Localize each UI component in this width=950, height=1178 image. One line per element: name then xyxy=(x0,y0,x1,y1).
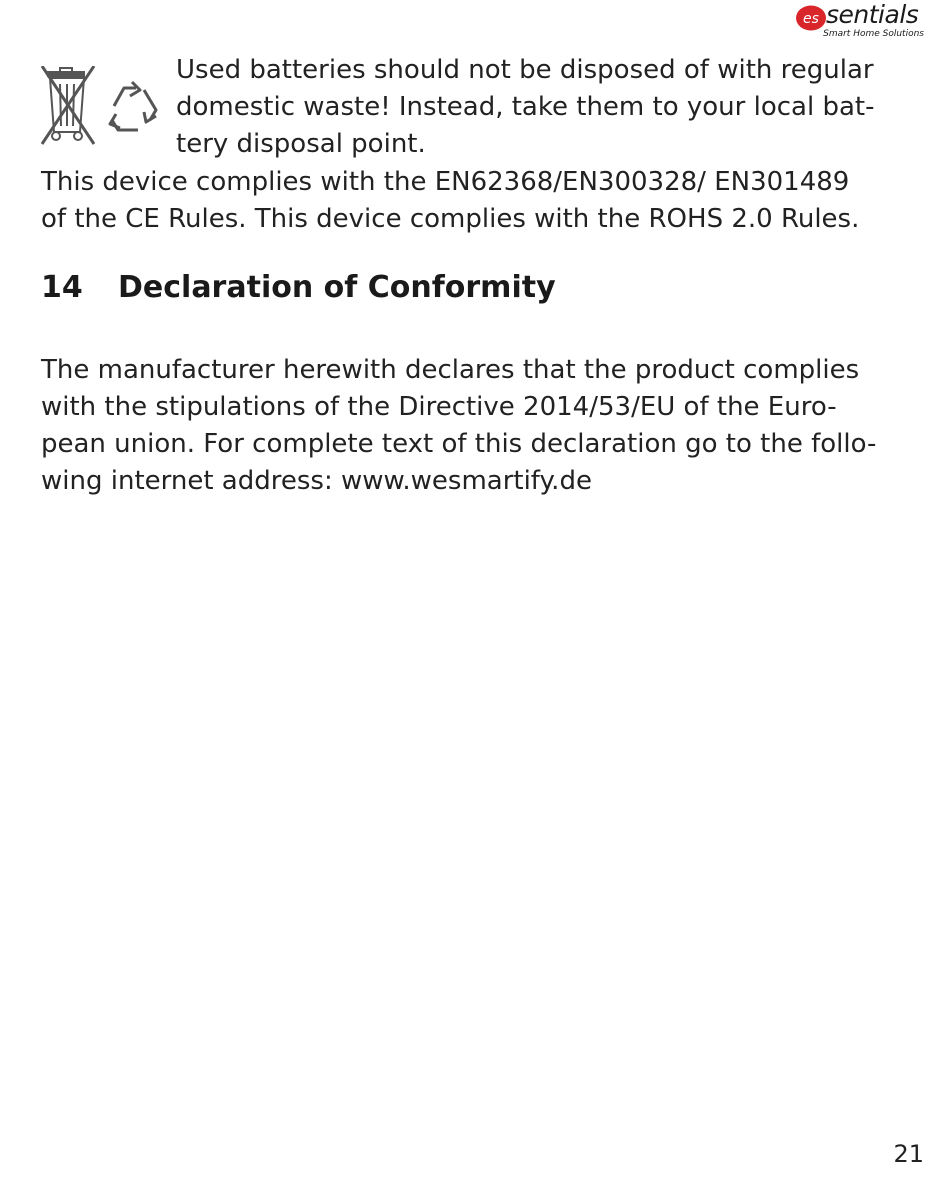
declaration-line-4: wing internet address: www.wesmartify.de xyxy=(41,466,592,496)
compliance-statement xyxy=(41,164,859,238)
compliance-line-1: This device complies with the EN62368/EN300328/ EN301489 xyxy=(41,167,850,197)
recycling-icon xyxy=(110,82,156,130)
battery-notice-line-2: domestic waste! Instead, take them to your local bat- xyxy=(176,92,875,122)
battery-disposal-notice xyxy=(176,52,874,163)
battery-notice-line-1: Used batteries should not be disposed of with regular xyxy=(176,55,874,85)
logo-mark-text: es xyxy=(803,11,819,27)
section-heading xyxy=(41,270,556,305)
declaration-line-1: The manufacturer herewith declares that the product complies xyxy=(41,355,860,385)
logo-wordmark: sentials xyxy=(826,0,919,29)
declaration-text xyxy=(41,352,876,500)
declaration-line-3: pean union. For complete text of this declaration go to the follo- xyxy=(41,429,877,459)
logo-tagline: Smart Home Solutions xyxy=(823,29,924,39)
section-title: Declaration of Conformity xyxy=(118,270,556,305)
declaration-line-2: with the stipulations of the Directive 2014/53/EU of the Euro- xyxy=(41,392,837,422)
section-number: 14 xyxy=(41,270,83,305)
compliance-line-2: of the CE Rules. This device complies with the ROHS 2.0 Rules. xyxy=(41,204,860,234)
essentials-logo xyxy=(796,2,924,40)
crossed-bin-icon xyxy=(42,66,94,144)
logo-mark xyxy=(796,4,828,32)
page-number: 21 xyxy=(893,1140,924,1168)
battery-notice-line-3: tery disposal point. xyxy=(176,129,426,159)
disposal-icons xyxy=(40,66,164,148)
